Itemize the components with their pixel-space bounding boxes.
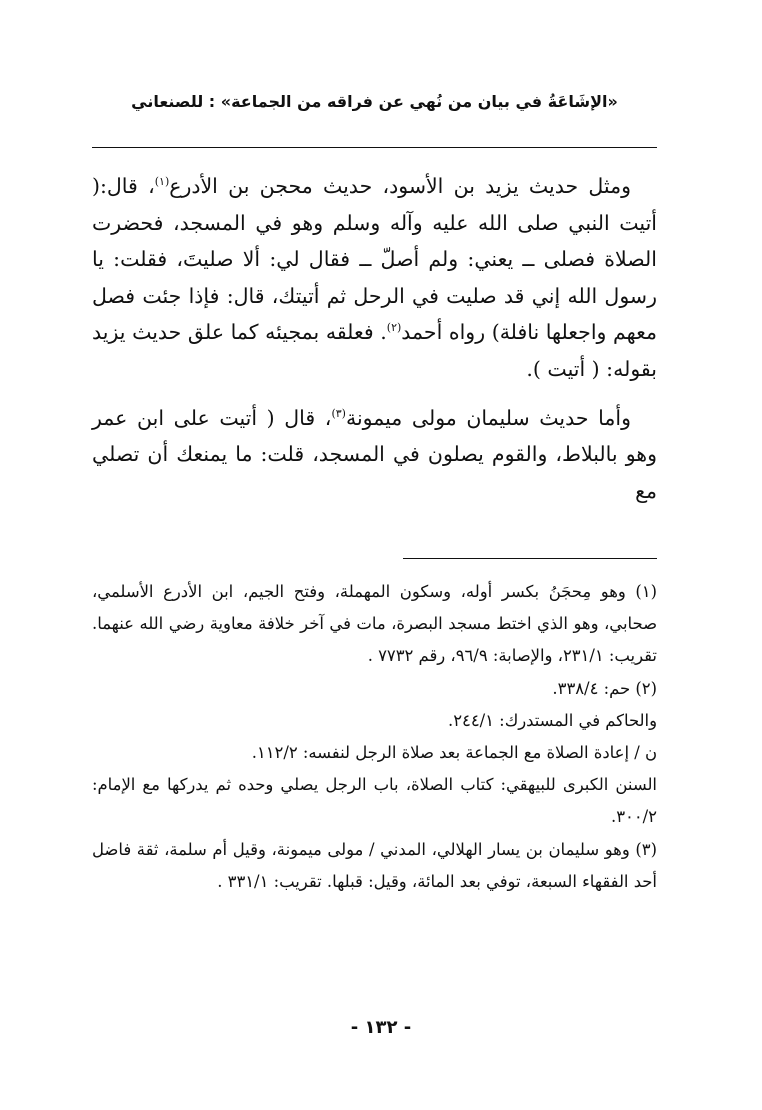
page-number: - ١٣٢ - (350, 1017, 412, 1038)
text-run: ومثل حديث يزيد بن الأسود، حديث محجن بن الأدرع (169, 174, 632, 198)
footnote-ref[interactable]: (٣) (331, 406, 346, 420)
text-run: . فعلقه بمجيئه كما علق حديث يزيد بقوله: ( أتيت ). (92, 320, 657, 381)
running-header: «الإشَاعَةُ في بيان من نُهي عن فراقه من الجماعة» : للصنعاني (131, 92, 618, 111)
footnote-3: (٣) وهو سليمان بن يسار الهلالي، المدني / مولى ميمونة، وقيل أم سلمة، ثقة فاضل أحد الفقهاء السبعة، توفي بعد المائة، وقيل: قبلها. تقريب: ٣٣١/١ . (92, 839, 657, 891)
footnote-separator (403, 558, 657, 559)
footnote-2-source: السنن الكبرى للبيهقي: كتاب الصلاة، باب الرجل يصلي وحده ثم يدركها مع الإمام: ٣٠٠/٢. (92, 775, 657, 827)
footnote-2: (٢) حم: ٣٣٨/٤. (552, 678, 657, 698)
footnotes-section (92, 576, 657, 898)
body-paragraph (92, 400, 657, 510)
footnote-1: (١) وهو مِحجَنُ بكسر أوله، وسكون المهملة، وفتح الجيم، ابن الأدرع الأسلمي، صحابي، وهو الذي اختط مسجد البصرة، مات في آخر خلافة معاوية رضي الله عنهما. تقريب: ٢٣١/١، والإصابة: ٩٦/٩، رقم ٧٧٣٢ . (92, 582, 657, 666)
footnote-ref[interactable]: (٢) (386, 321, 402, 335)
text-run: ، قال:( أتيت النبي صلى الله عليه وآله وسلم وهو في المسجد، فحضرت الصلاة فصلى ــ يعني: ولم أصلّ ــ فقال لي: ألا صليتَ، فقلت: يا رسول الله إني قد صليت في الرحل ثم أتيتك، قال: فإذا جئت فصل معهم واجعلها نافلة) رواه أحمد (92, 174, 657, 345)
header-divider (92, 147, 657, 148)
footnote-2-source: ن / إعادة الصلاة مع الجماعة بعد صلاة الرجل لنفسه: ١١٢/٢. (251, 743, 657, 763)
main-text (92, 168, 657, 509)
footnote-2-source: والحاكم في المستدرك: ٢٤٤/١. (448, 710, 657, 730)
text-run: ، قال ( أتيت على ابن عمر وهو بالبلاط، والقوم يصلون في المسجد، قلت: ما يمنعك أن تصلي مع (92, 405, 657, 503)
footnote-ref[interactable]: (١) (154, 175, 170, 189)
body-paragraph (92, 168, 657, 388)
text-run: وأما حديث سليمان مولى ميمونة (345, 405, 631, 430)
